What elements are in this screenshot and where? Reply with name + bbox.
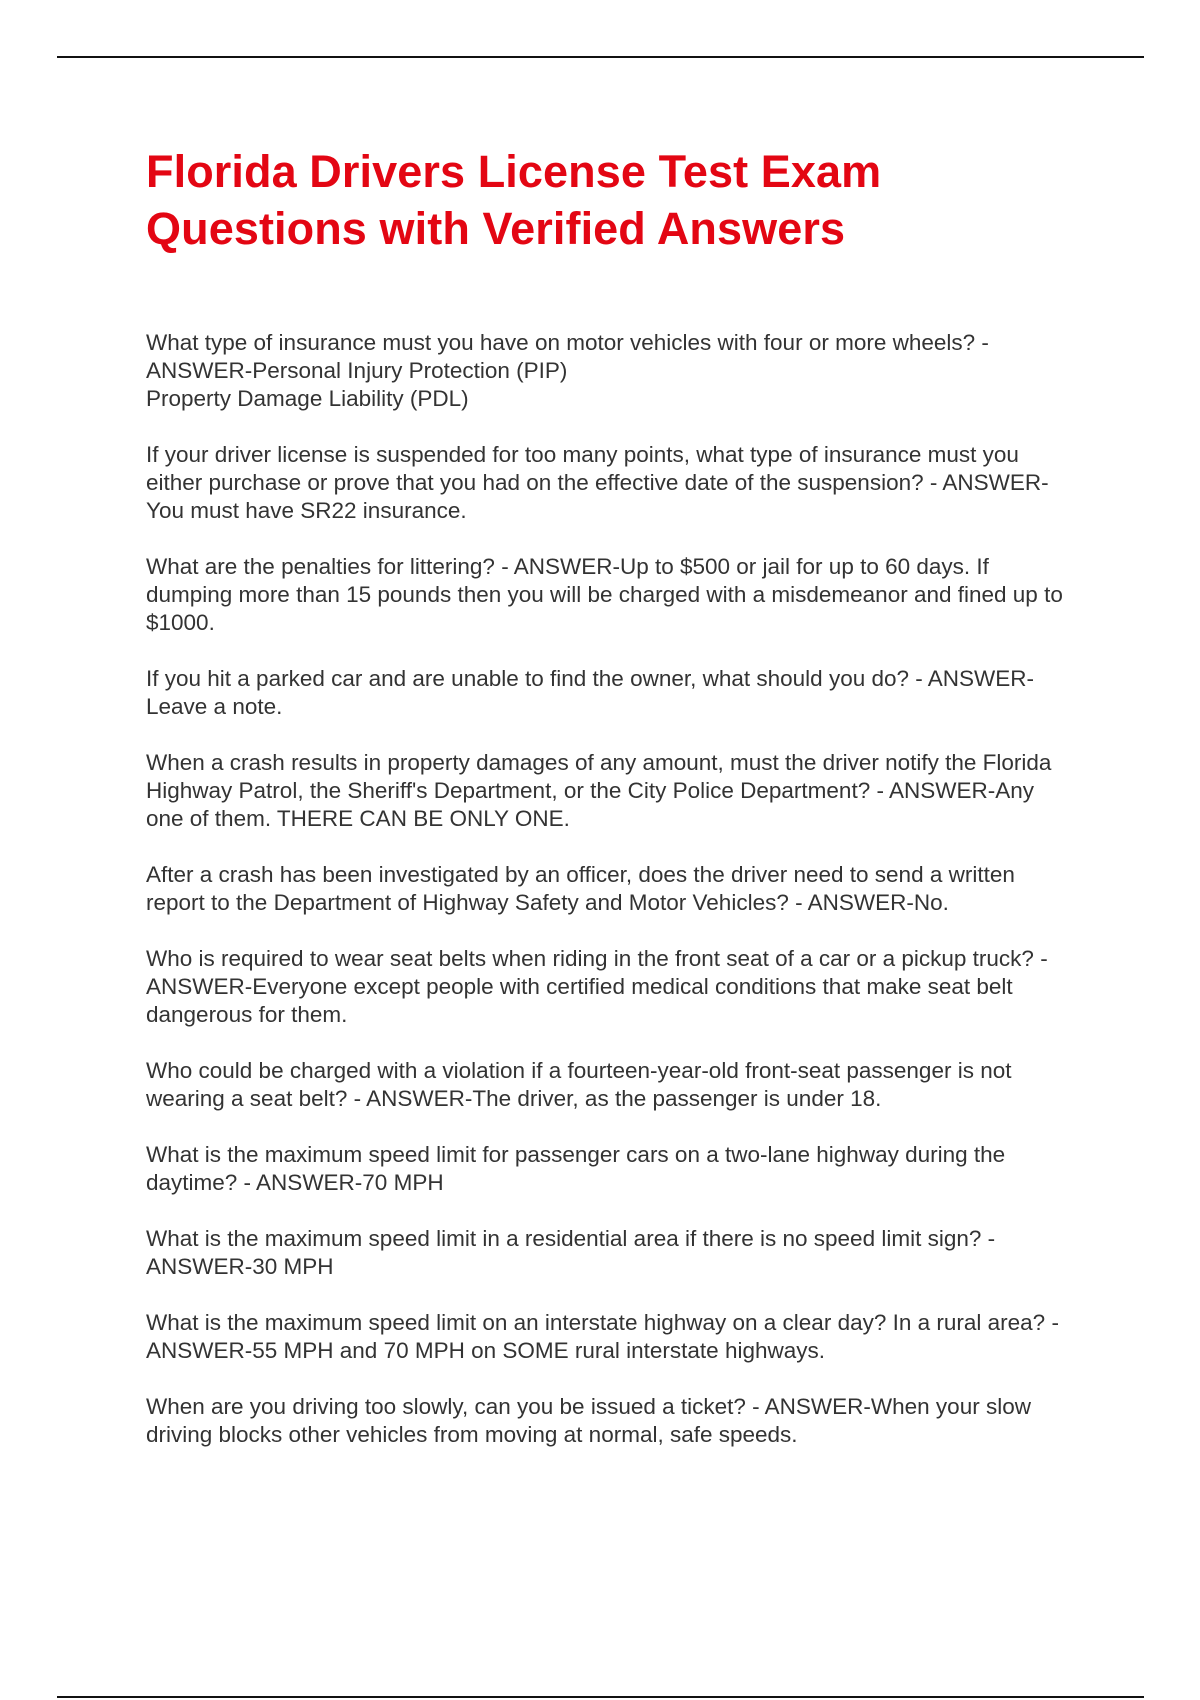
- qa-item-6: After a crash has been investigated by an officer, does the driver need to send a written report to the Department of Highway Safety and Motor Vehicles? - ANSWER-No.: [146, 862, 1015, 915]
- top-rule: [57, 56, 1144, 58]
- qa-list: [146, 329, 1066, 1449]
- qa-item-11: What is the maximum speed limit on an interstate highway on a clear day? In a rural area? - ANSWER-55 MPH and 70 MPH on SOME rural interstate highways.: [146, 1310, 1059, 1363]
- document-body: [146, 143, 1066, 1477]
- qa-item-4: If you hit a parked car and are unable to find the owner, what should you do? - ANSWER-Leave a note.: [146, 666, 1035, 719]
- qa-item-12: When are you driving too slowly, can you be issued a ticket? - ANSWER-When your slow driving blocks other vehicles from moving at normal, safe speeds.: [146, 1394, 1031, 1447]
- document-title: Florida Drivers License Test Exam Questions with Verified Answers: [146, 146, 882, 254]
- bottom-rule: [57, 1696, 1144, 1698]
- qa-item-7: Who is required to wear seat belts when riding in the front seat of a car or a pickup truck? - ANSWER-Everyone except people with certified medical conditions that make seat belt dangerous for them.: [146, 946, 1048, 1027]
- qa-item-5: When a crash results in property damages of any amount, must the driver notify the Florida Highway Patrol, the Sheriff's Department, or the City Police Department? - ANSWER-Any one of them. THERE CAN BE ONLY ONE.: [146, 750, 1052, 831]
- qa-item-1: What type of insurance must you have on motor vehicles with four or more wheels? - ANSWER-Personal Injury Protection (PIP) Property Damage Liability (PDL): [146, 330, 989, 411]
- qa-item-2: If your driver license is suspended for too many points, what type of insurance must you either purchase or prove that you had on the effective date of the suspension? - ANSWER-You must have SR22 insurance.: [146, 442, 1049, 523]
- qa-item-9: What is the maximum speed limit for passenger cars on a two-lane highway during the daytime? - ANSWER-70 MPH: [146, 1142, 1006, 1195]
- qa-item-3: What are the penalties for littering? - ANSWER-Up to $500 or jail for up to 60 days. If dumping more than 15 pounds then you will be charged with a misdemeanor and fined up to $1000.: [146, 554, 1063, 635]
- qa-item-10: What is the maximum speed limit in a residential area if there is no speed limit sign? - ANSWER-30 MPH: [146, 1226, 996, 1279]
- qa-item-8: Who could be charged with a violation if a fourteen-year-old front-seat passenger is not wearing a seat belt? - ANSWER-The driver, as the passenger is under 18.: [146, 1058, 1012, 1111]
